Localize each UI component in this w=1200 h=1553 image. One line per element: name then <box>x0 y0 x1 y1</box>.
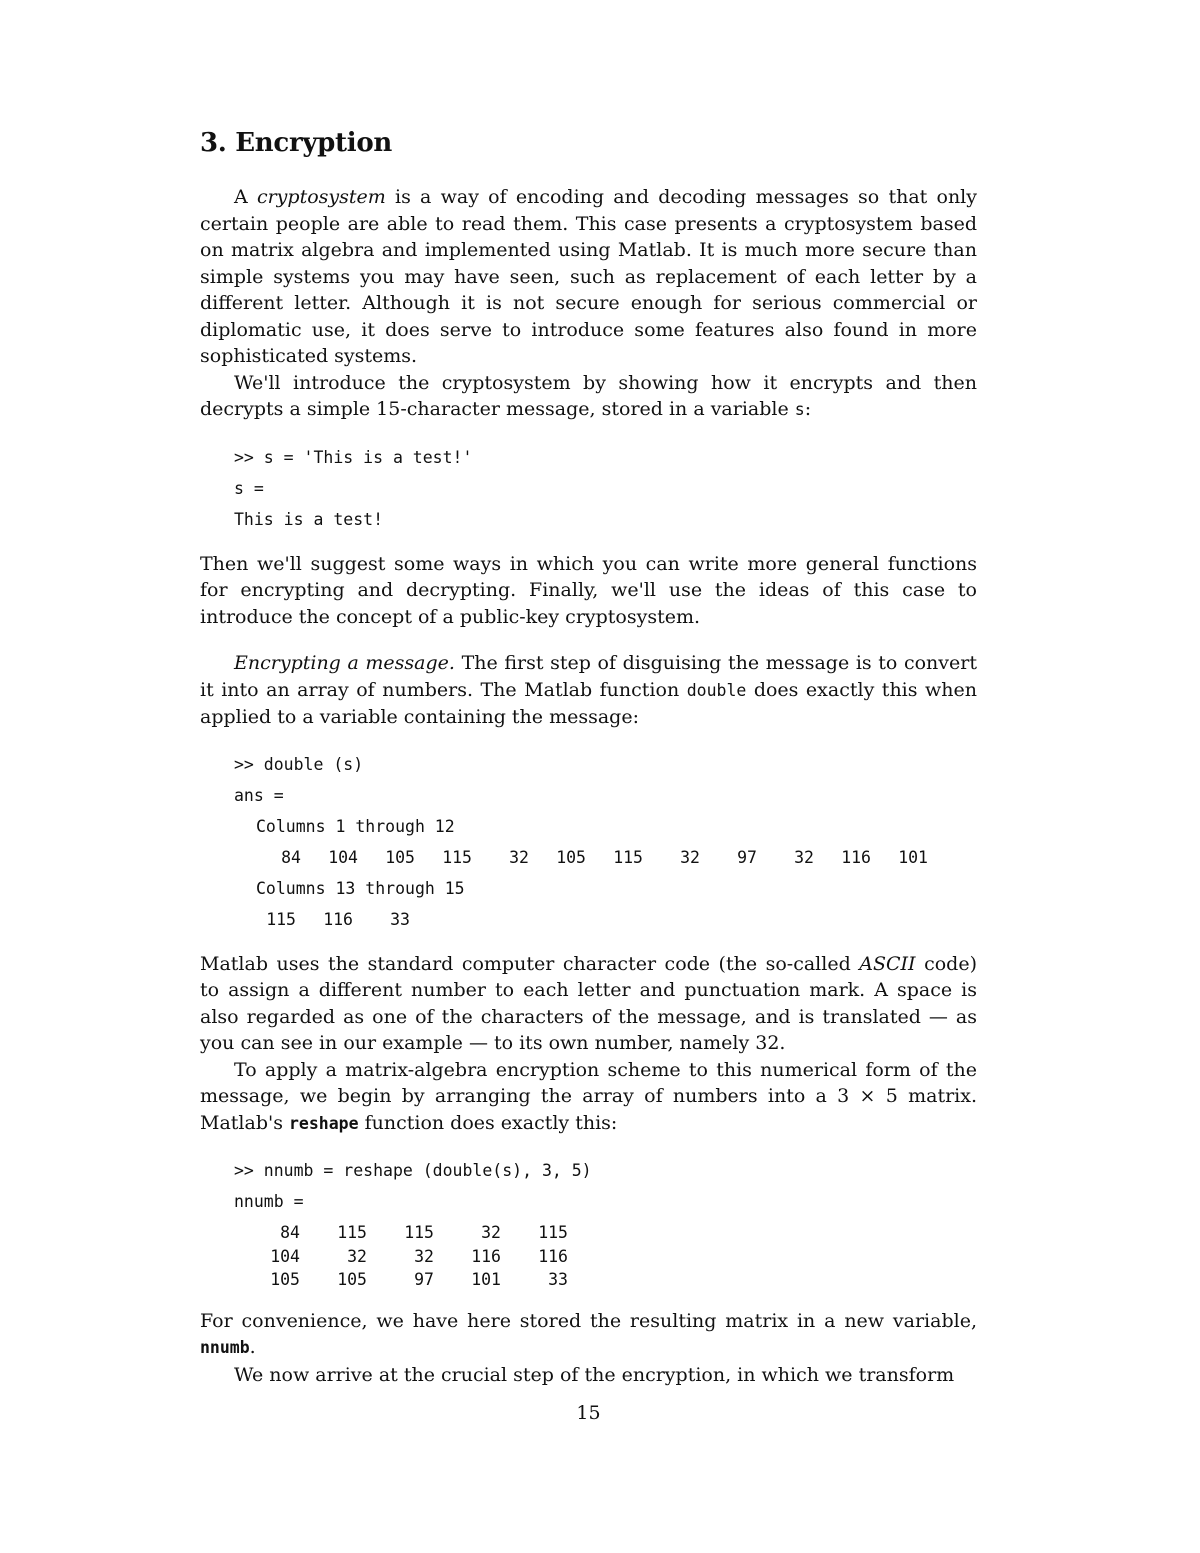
text: To apply a matrix-algebra encryption scheme to this numerical form of the message, we begin by arranging the array of numbers into a 3 × 5 matrix. Matlab's <box>200 1058 977 1134</box>
value-row <box>256 842 977 873</box>
section-heading: 3. Encryption <box>200 128 392 158</box>
code-block-double <box>234 749 977 935</box>
numeric-value: 97 <box>737 847 757 867</box>
inline-code: nnumb <box>200 1338 250 1357</box>
matrix-row <box>234 1268 977 1292</box>
inline-code: s <box>794 400 805 419</box>
code-line: >> nnumb = reshape (double(s), 3, 5) <box>234 1161 592 1180</box>
paragraph-ascii <box>200 951 977 1057</box>
matrix-cell: 105 <box>270 1270 300 1289</box>
text: code) to assign a different number to each letter and punctuation mark. A space is also regarded as one of the characters of the message, and is translated — as you can see in our example — to its own number, namely 32. <box>200 952 977 1054</box>
code-line: Columns 13 through 15 <box>256 878 465 898</box>
matrix-cell: 115 <box>404 1223 434 1242</box>
numeric-value: 115 <box>613 847 643 867</box>
matrix-cell: 115 <box>337 1223 367 1242</box>
paragraph-overview <box>200 370 977 424</box>
numeric-value: 115 <box>266 909 296 929</box>
matrix-cell: 32 <box>347 1246 367 1266</box>
numeric-value: 84 <box>281 847 301 867</box>
code-line: s = <box>234 478 264 498</box>
code-line: Columns 1 through 12 <box>256 816 455 836</box>
inline-code: double <box>686 680 747 700</box>
text: The first step of disguising the message is to convert it into an array of numbers. The Matlab function <box>200 652 977 701</box>
numeric-value: 116 <box>841 847 871 867</box>
code-block-reshape <box>234 1155 977 1292</box>
page-number: 15 <box>576 1402 601 1424</box>
paragraph-reshape <box>200 1057 977 1138</box>
run-in-heading: Encrypting a message. <box>234 652 455 674</box>
numeric-value: 116 <box>323 909 353 929</box>
numeric-value: 104 <box>328 847 358 867</box>
matrix-cell: 115 <box>538 1223 568 1242</box>
value-row <box>256 904 977 935</box>
code-line: nnumb = <box>234 1192 304 1211</box>
code-block-assign <box>234 442 977 535</box>
matrix-cell: 84 <box>280 1223 300 1242</box>
matrix-cell: 116 <box>538 1246 568 1266</box>
numeric-value: 115 <box>442 847 472 867</box>
term-cryptosystem: cryptosystem <box>256 186 386 208</box>
numeric-value: 105 <box>556 847 586 867</box>
text: does exactly this when applied to a variable containing the message: <box>200 678 977 728</box>
code-line: ans = <box>234 785 284 805</box>
matrix-row <box>234 1245 977 1269</box>
term-ascii: ASCII <box>859 952 916 975</box>
numeric-value: 32 <box>680 847 700 867</box>
code-line: >> s = 'This is a test!' <box>234 447 473 467</box>
matrix-cell: 33 <box>548 1270 568 1289</box>
text: For convenience, we have here stored the resulting matrix in a new variable, <box>200 1309 977 1332</box>
numeric-value: 33 <box>390 909 410 929</box>
inline-code: reshape <box>289 1113 359 1133</box>
code-line: This is a test! <box>234 509 384 529</box>
text: is a way of encoding and decoding messages so that only certain people are able to read them. This case presents a cryptosystem based on matrix algebra and implemented using Matlab. It is much more secure than simple systems you may have seen, such as replacement of each letter by a different letter. Although it is not secure enough for serious commercial or diplomatic use, it does serve to introduce some features also found in more sophisticated systems. <box>200 186 977 367</box>
numeric-value: 101 <box>898 847 928 867</box>
matrix-cell: 116 <box>471 1246 501 1266</box>
text: We'll introduce the cryptosystem by showing how it encrypts and then decrypts a simple 15-character message, stored in a variable <box>200 371 977 420</box>
code-line: >> double (s) <box>234 754 364 774</box>
numeric-value: 32 <box>794 847 814 867</box>
numeric-value: 32 <box>509 847 529 867</box>
matrix-cell: 32 <box>414 1246 434 1266</box>
paragraph-intro <box>200 184 977 370</box>
paragraph-crucial: We now arrive at the crucial step of the encryption, in which we transform <box>234 1363 955 1386</box>
matrix-output <box>234 1221 977 1292</box>
matrix-row <box>234 1221 977 1245</box>
text: . <box>249 1336 256 1358</box>
text: : <box>804 398 812 420</box>
matrix-cell: 105 <box>337 1270 367 1289</box>
text: Matlab uses the standard computer character code (the so-called <box>200 952 860 975</box>
text: function does exactly this: <box>358 1111 618 1134</box>
text: A <box>234 186 257 208</box>
matrix-cell: 32 <box>481 1223 501 1242</box>
paragraph-convenience <box>200 1308 977 1362</box>
matrix-cell: 104 <box>270 1246 300 1266</box>
matrix-cell: 97 <box>414 1270 434 1289</box>
numeric-value: 105 <box>385 847 415 867</box>
page-body <box>200 128 977 1388</box>
paragraph-encrypting <box>200 650 977 731</box>
paragraph-plan: Then we'll suggest some ways in which you can write more general functions for encrypting and decrypting. Finally, we'll use the ideas of this case to introduce the concept of a public-key cryptosystem. <box>200 552 977 628</box>
matrix-cell: 101 <box>471 1270 501 1289</box>
